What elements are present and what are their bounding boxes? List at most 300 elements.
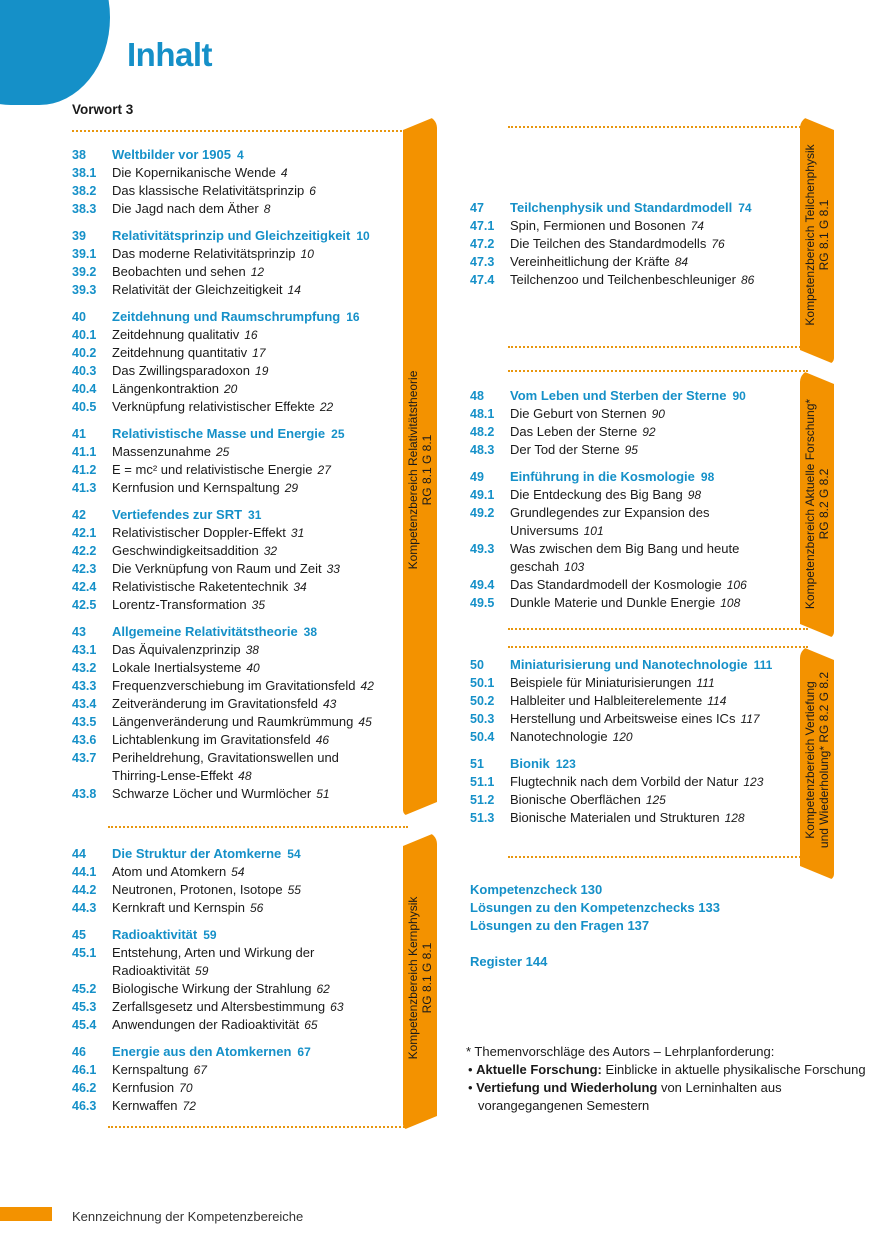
toc-page: 27: [317, 463, 331, 477]
toc-title: [112, 1043, 311, 1061]
toc-title-text: Verknüpfung relativistischer Effekte: [112, 399, 315, 414]
toc-title-text: Vereinheitlichung der Kräfte: [510, 254, 670, 269]
toc-title-text: Relativitätsprinzip und Gleichzeitigkeit: [112, 228, 351, 243]
toc-number: 42: [72, 508, 86, 522]
toc-title: [112, 899, 263, 917]
separator: [508, 346, 808, 348]
toc-number: 43.7: [72, 751, 97, 765]
toc-entry[interactable]: [72, 578, 402, 596]
toc-number: 40.1: [72, 328, 97, 342]
toc-title-text: Lokale Inertialsysteme: [112, 660, 242, 675]
toc-title-text: Das Standardmodell der Kosmologie: [510, 577, 722, 592]
toc-title-text: Kernspaltung: [112, 1062, 189, 1077]
toc-page: 90: [732, 389, 746, 403]
toc-title: [510, 387, 746, 405]
toc-title-text: Die Entdeckung des Big Bang: [510, 487, 683, 502]
toc-number: 46.3: [72, 1099, 97, 1113]
toc-title-text: Massenzunahme: [112, 444, 211, 459]
toc-number: 41.2: [72, 463, 97, 477]
toc-number: 41.3: [72, 481, 97, 495]
toc-title: [112, 677, 374, 695]
toc-title-text: Schwarze Löcher und Wurmlöcher: [112, 786, 312, 801]
toc-number: 43.1: [72, 643, 97, 657]
toc-page: 92: [642, 425, 656, 439]
toc-title-text: Beobachten und sehen: [112, 264, 246, 279]
toc-title-text: Spin, Fermionen und Bosonen: [510, 218, 686, 233]
toc-page: 72: [182, 1099, 196, 1113]
toc-page: 6: [309, 184, 316, 198]
toc-number: 43.2: [72, 661, 97, 675]
toc-entry[interactable]: [470, 540, 800, 558]
toc-number: 41: [72, 427, 86, 441]
toc-title: [112, 1016, 318, 1034]
toc-title: [112, 578, 307, 596]
toc-title: [510, 594, 740, 612]
toc-entry[interactable]: [72, 461, 402, 479]
toc-entry[interactable]: [72, 164, 402, 182]
toc-number: 41.1: [72, 445, 97, 459]
toc-number: 39.2: [72, 265, 97, 279]
toc-title: [510, 504, 714, 522]
toc-title-text: Periheldrehung, Gravitationswellen und: [112, 750, 339, 765]
toc-entry[interactable]: [470, 486, 800, 504]
toc-number: 49: [470, 470, 484, 484]
toc-title-text: Was zwischen dem Big Bang und heute: [510, 541, 740, 556]
toc-title: [112, 461, 331, 479]
separator: [108, 826, 408, 828]
toc-title-text: Die Struktur der Atomkerne: [112, 846, 282, 861]
toc-title-text: Entstehung, Arten und Wirkung der: [112, 945, 315, 960]
toc-title: [112, 443, 229, 461]
toc-title: [510, 692, 726, 710]
toc-entry[interactable]: [72, 326, 402, 344]
toc-number: 43.3: [72, 679, 97, 693]
spacer: [470, 746, 800, 755]
toc-entry[interactable]: [72, 344, 402, 362]
toc-page: 22: [319, 400, 334, 414]
toc-entry[interactable]: [72, 1079, 402, 1097]
separator: [508, 856, 808, 858]
toc-section-revision: [470, 656, 800, 827]
toc-title: [112, 344, 266, 362]
toc-entry[interactable]: [470, 441, 800, 459]
toc-entry[interactable]: [72, 749, 402, 767]
toc-entry[interactable]: [72, 863, 402, 881]
toc-title: [510, 486, 701, 504]
toc-title-text: Frequenzverschiebung im Gravitationsfeld: [112, 678, 356, 693]
toc-entry[interactable]: [72, 731, 402, 749]
toc-number: 48.3: [470, 443, 495, 457]
toc-page: 111: [696, 676, 715, 690]
footnote-item: • Vertiefung und Wiederholung von Lerninhalten aus vorangegangenen Semestern: [468, 1080, 782, 1113]
toc-page: 40: [246, 661, 260, 675]
toc-title: [112, 326, 258, 344]
toc-entry[interactable]: [470, 809, 800, 827]
toc-entry[interactable]: [470, 773, 800, 791]
toc-chapter[interactable]: [72, 1043, 402, 1061]
toc-number: 43: [72, 625, 86, 639]
toc-loesungen-checks[interactable]: Lösungen zu den Kompetenzchecks 133: [470, 900, 720, 915]
toc-title: [112, 542, 277, 560]
toc-title-text: Biologische Wirkung der Strahlung: [112, 981, 312, 996]
toc-page: 67: [297, 1045, 311, 1059]
toc-chapter[interactable]: [72, 623, 402, 641]
toc-title-text: Die Geburt von Sternen: [510, 406, 647, 421]
toc-title: [112, 980, 330, 998]
toc-number: 48.2: [470, 425, 495, 439]
toc-number: 49.1: [470, 488, 495, 502]
toc-entry[interactable]: [470, 710, 800, 728]
toc-entry[interactable]: [72, 596, 402, 614]
toc-title: [112, 749, 344, 767]
toc-page: 12: [250, 265, 265, 279]
toc-entry[interactable]: [470, 271, 800, 289]
toc-title-text: Der Tod der Sterne: [510, 442, 620, 457]
toc-number: 42.3: [72, 562, 97, 576]
toc-number: 39.1: [72, 247, 97, 261]
toc-entry[interactable]: [470, 423, 800, 441]
toc-title-text: Die Verknüpfung von Raum und Zeit: [112, 561, 322, 576]
toc-entry[interactable]: [470, 405, 800, 423]
toc-number: 49.2: [470, 506, 495, 520]
footnote-item: • Aktuelle Forschung: Einblicke in aktuelle physikalische Forschung: [468, 1062, 866, 1077]
toc-title: [510, 441, 638, 459]
band-label-relativity: Kompetenzbereich Relativitätstheorie RG 8.1 G 8.1: [406, 370, 434, 570]
toc-entry[interactable]: [72, 962, 402, 980]
toc-entry[interactable]: [72, 1097, 402, 1115]
toc-loesungen-fragen[interactable]: Lösungen zu den Fragen 137: [470, 918, 650, 933]
toc-title-text: Teilchenphysik und Standardmodell: [510, 200, 733, 215]
toc-title: [112, 731, 329, 749]
toc-entry[interactable]: [72, 542, 402, 560]
toc-title-text: Teilchenzoo und Teilchenbeschleuniger: [510, 272, 736, 287]
toc-title: [510, 674, 715, 692]
toc-title-text: Einführung in die Kosmologie: [510, 469, 695, 484]
toc-chapter[interactable]: [72, 425, 402, 443]
toc-number: 46.1: [72, 1063, 97, 1077]
toc-page: 59: [195, 964, 209, 978]
toc-page: 16: [346, 310, 360, 324]
spacer: [72, 917, 402, 926]
toc-entry[interactable]: [470, 504, 800, 522]
toc-title-text: Die Teilchen des Standardmodells: [510, 236, 707, 251]
toc-title: [510, 468, 714, 486]
toc-number: 49.4: [470, 578, 495, 592]
toc-title-text: Atom und Atomkern: [112, 864, 227, 879]
toc-number: 44.2: [72, 883, 97, 897]
toc-title-text: Das moderne Relativitätsprinzip: [112, 246, 296, 261]
toc-entry[interactable]: [72, 1061, 402, 1079]
toc-entry[interactable]: [72, 524, 402, 542]
toc-title: [112, 623, 317, 641]
toc-entry[interactable]: [470, 217, 800, 235]
toc-title-text: Flugtechnik nach dem Vorbild der Natur: [510, 774, 739, 789]
toc-title: [112, 944, 319, 962]
toc-number: 44.1: [72, 865, 97, 879]
toc-page: 38: [245, 643, 259, 657]
toc-title: [112, 182, 316, 200]
toc-section-nuclear: [72, 845, 402, 1115]
toc-title: [112, 524, 304, 542]
toc-title: [510, 576, 747, 594]
toc-title: [510, 773, 763, 791]
toc-chapter[interactable]: [72, 845, 402, 863]
toc-page: 90: [651, 407, 665, 421]
toc-title: [112, 881, 301, 899]
separator: [508, 126, 808, 128]
toc-entry[interactable]: [72, 362, 402, 380]
toc-entry[interactable]: [72, 659, 402, 677]
toc-entry[interactable]: [470, 728, 800, 746]
toc-title-text: Kernwaffen: [112, 1098, 178, 1113]
toc-number: 44.3: [72, 901, 97, 915]
toc-page: 10: [356, 229, 370, 243]
corner-decoration: [0, 0, 110, 105]
toc-title: [510, 791, 666, 809]
toc-page: 54: [231, 865, 245, 879]
toc-chapter[interactable]: [72, 227, 402, 245]
toc-title: [112, 164, 288, 182]
toc-number: 42.5: [72, 598, 97, 612]
toc-page: 19: [255, 364, 269, 378]
toc-title-text: Relativistische Masse und Energie: [112, 426, 326, 441]
toc-page: 76: [711, 237, 725, 251]
toc-number: 40.3: [72, 364, 97, 378]
toc-page: 101: [583, 524, 604, 538]
toc-page: 106: [726, 578, 747, 592]
toc-page: 98: [700, 470, 715, 484]
toc-entry[interactable]: [470, 674, 800, 692]
toc-entry[interactable]: [72, 182, 402, 200]
toc-title: [112, 1061, 207, 1079]
toc-number: 44: [72, 847, 86, 861]
toc-title-text: Kernkraft und Kernspin: [112, 900, 245, 915]
toc-title-text: Das klassische Relativitätsprinzip: [112, 183, 305, 198]
toc-page: 51: [316, 787, 330, 801]
toc-chapter[interactable]: [470, 387, 800, 405]
toc-title: [112, 596, 265, 614]
toc-kompetenzcheck[interactable]: Kompetenzcheck 130: [470, 882, 603, 897]
toc-title: [112, 362, 268, 380]
toc-title: [112, 641, 259, 659]
toc-page: 62: [316, 982, 330, 996]
toc-page: 84: [674, 255, 689, 269]
toc-number: 43.4: [72, 697, 97, 711]
toc-title: [510, 809, 745, 827]
toc-title: [112, 962, 208, 980]
toc-section-relativity: [72, 146, 402, 803]
toc-page: 25: [331, 427, 345, 441]
toc-page: 43: [322, 697, 337, 711]
toc-entry[interactable]: [72, 1016, 402, 1034]
toc-number: 51.1: [470, 775, 495, 789]
toc-title: [510, 522, 604, 540]
toc-number: 43.5: [72, 715, 97, 729]
toc-title-text: Vertiefendes zur SRT: [112, 507, 243, 522]
toc-title: [112, 713, 372, 731]
toc-title-text: Kernfusion und Kernspaltung: [112, 480, 280, 495]
toc-title-text: Relativität der Gleichzeitigkeit: [112, 282, 283, 297]
toc-title: [112, 200, 270, 218]
toc-page: 63: [330, 1000, 344, 1014]
toc-entry[interactable]: [72, 479, 402, 497]
separator: [508, 628, 808, 630]
toc-title-text: Bionische Materialen und Strukturen: [510, 810, 720, 825]
toc-title-text: Bionik: [510, 756, 550, 771]
toc-title: [510, 558, 584, 576]
toc-number: 50.2: [470, 694, 495, 708]
band-label-nuclear: Kompetenzbereich Kernphysik RG 8.1 G 8.1: [406, 896, 434, 1060]
separator: [108, 1126, 408, 1128]
toc-title-text: Miniaturisierung und Nanotechnologie: [510, 657, 748, 672]
toc-title: [510, 199, 752, 217]
toc-page: 48: [238, 769, 252, 783]
toc-page: 29: [284, 481, 299, 495]
toc-page: 33: [326, 562, 340, 576]
toc-page: 14: [287, 283, 301, 297]
toc-entry[interactable]: [470, 576, 800, 594]
toc-page: 103: [564, 560, 585, 574]
toc-entry[interactable]: [72, 560, 402, 578]
toc-title: [112, 146, 244, 164]
toc-number: 47.2: [470, 237, 495, 251]
toc-entry[interactable]: [72, 998, 402, 1016]
toc-entry[interactable]: [72, 899, 402, 917]
toc-number: 42.2: [72, 544, 97, 558]
toc-title-text: geschah: [510, 559, 560, 574]
toc-entry[interactable]: [72, 695, 402, 713]
toc-entry[interactable]: [72, 380, 402, 398]
toc-entry[interactable]: [72, 881, 402, 899]
toc-entry[interactable]: [470, 522, 800, 540]
toc-chapter[interactable]: [72, 308, 402, 326]
toc-entry[interactable]: [470, 558, 800, 576]
toc-page: 95: [624, 443, 638, 457]
toc-title-text: Relativistische Raketentechnik: [112, 579, 289, 594]
toc-entry[interactable]: [72, 785, 402, 803]
toc-page: 17: [252, 346, 266, 360]
toc-entry[interactable]: [72, 641, 402, 659]
toc-title-text: E = mc² und relativistische Energie: [112, 462, 313, 477]
separator: [508, 646, 808, 648]
toc-title-text: Längenveränderung und Raumkrümmung: [112, 714, 354, 729]
toc-chapter[interactable]: [72, 926, 402, 944]
toc-entry[interactable]: [470, 692, 800, 710]
toc-number: 38.2: [72, 184, 97, 198]
toc-title-text: Die Jagd nach dem Äther: [112, 201, 259, 216]
toc-entry[interactable]: [72, 245, 402, 263]
toc-title-text: Lichtablenkung im Gravitationsfeld: [112, 732, 311, 747]
toc-entry[interactable]: [470, 253, 800, 271]
toc-page: 42: [360, 679, 374, 693]
separator: [508, 370, 808, 372]
toc-title-text: Vom Leben und Sterben der Sterne: [510, 388, 727, 403]
toc-title: [112, 263, 264, 281]
toc-entry[interactable]: [470, 594, 800, 612]
toc-title: [112, 227, 370, 245]
toc-chapter[interactable]: [470, 199, 800, 217]
toc-title-text: Das Leben der Sterne: [510, 424, 638, 439]
toc-vorwort[interactable]: Vorwort 3: [72, 102, 134, 117]
toc-chapter[interactable]: [470, 656, 800, 674]
toc-title-text: Radioaktivität: [112, 927, 198, 942]
toc-number: 47.4: [470, 273, 495, 287]
toc-number: 51: [470, 757, 484, 771]
toc-section-research: [470, 387, 800, 612]
toc-page: 128: [724, 811, 745, 825]
toc-title-text: Zeitveränderung im Gravitationsfeld: [112, 696, 318, 711]
toc-entry[interactable]: [72, 200, 402, 218]
toc-title-text: Dunkle Materie und Dunkle Energie: [510, 595, 716, 610]
spacer: [72, 218, 402, 227]
toc-number: 47: [470, 201, 484, 215]
toc-page: 123: [743, 775, 764, 789]
toc-title: [112, 560, 340, 578]
toc-entry[interactable]: [72, 263, 402, 281]
toc-number: 48.1: [470, 407, 495, 421]
toc-page: 65: [304, 1018, 318, 1032]
toc-page: 34: [293, 580, 307, 594]
toc-page: 4: [280, 166, 288, 180]
toc-entry[interactable]: [72, 767, 402, 785]
toc-title-text: Neutronen, Protonen, Isotope: [112, 882, 283, 897]
toc-title: [510, 271, 754, 289]
band-label-research: Kompetenzbereich Aktuelle Forschung* RG 8.2 G 8.2: [803, 398, 831, 610]
toc-chapter[interactable]: [470, 755, 800, 773]
toc-title: [510, 423, 656, 441]
toc-entry[interactable]: [72, 677, 402, 695]
toc-title: [510, 710, 760, 728]
toc-register[interactable]: Register 144: [470, 954, 548, 969]
toc-number: 43.6: [72, 733, 97, 747]
toc-title: [510, 540, 744, 558]
toc-chapter[interactable]: [72, 146, 402, 164]
toc-entry[interactable]: [72, 713, 402, 731]
toc-number: 50.3: [470, 712, 495, 726]
toc-title-text: Die Kopernikanische Wende: [112, 165, 276, 180]
toc-title: [112, 785, 330, 803]
toc-entry[interactable]: [72, 398, 402, 416]
toc-title: [112, 380, 237, 398]
toc-chapter[interactable]: [470, 468, 800, 486]
toc-number: 47.1: [470, 219, 495, 233]
toc-page: 46: [315, 733, 330, 747]
toc-title-text: Herstellung und Arbeitsweise eines ICs: [510, 711, 736, 726]
toc-page: 108: [720, 596, 741, 610]
toc-entry[interactable]: [72, 980, 402, 998]
band-label-revision: Kompetenzbereich Vertiefung und Wiederholung* RG 8.2 G 8.2: [803, 671, 831, 849]
toc-number: 50.1: [470, 676, 495, 690]
toc-page: 114: [707, 694, 727, 708]
toc-title-text: Längenkontraktion: [112, 381, 219, 396]
toc-title-text: Anwendungen der Radioaktivität: [112, 1017, 300, 1032]
toc-title: [112, 245, 314, 263]
toc-number: 45.3: [72, 1000, 97, 1014]
toc-title-text: Das Äquivalenzprinzip: [112, 642, 241, 657]
footnote: [466, 1043, 866, 1115]
toc-entry[interactable]: [72, 944, 402, 962]
toc-entry[interactable]: [72, 281, 402, 299]
toc-title: [112, 506, 261, 524]
toc-title-text: Nanotechnologie: [510, 729, 608, 744]
toc-entry[interactable]: [470, 791, 800, 809]
toc-number: 46.2: [72, 1081, 97, 1095]
toc-entry[interactable]: [470, 235, 800, 253]
toc-chapter[interactable]: [72, 506, 402, 524]
toc-title: [112, 479, 298, 497]
toc-title-text: Lorentz-Transformation: [112, 597, 247, 612]
toc-entry[interactable]: [72, 443, 402, 461]
